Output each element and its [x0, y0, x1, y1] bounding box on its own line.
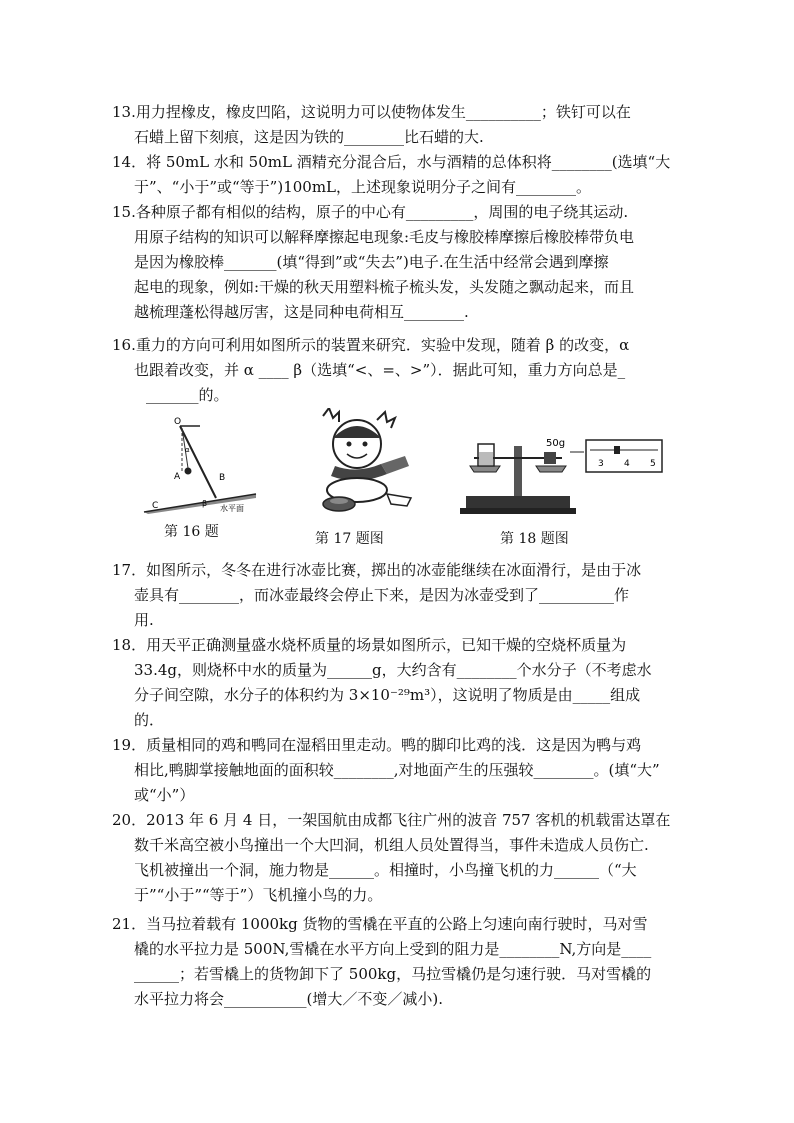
- question-line: 或“小”）: [134, 786, 195, 804]
- fig18-caption: 第 18 题图: [500, 531, 569, 547]
- question-line: 起电的现象，例如:干燥的秋天用塑料梳子梳头发，头发随之飘动起来，而且: [134, 278, 635, 296]
- fig16-caption: 第 16 题: [164, 524, 219, 540]
- question-line: 18．用天平正确测量盛水烧杯质量的场景如图所示，已知干燥的空烧杯质量为: [112, 636, 627, 654]
- fig16-label-ground: 水平面: [220, 504, 244, 513]
- question-line: 的．: [134, 711, 165, 729]
- fig17-curling-illustration: [295, 408, 425, 518]
- question-line: 20．2013 年 6 月 4 日，一架国航由成都飞往广州的波音 757 客机的机载雷达罩在: [112, 811, 671, 829]
- fig17-caption: 第 17 题图: [315, 531, 384, 547]
- fig16-plumb-apparatus: [140, 416, 260, 516]
- question-line: 13.用力捏橡皮，橡皮凹陷，这说明力可以使物体发生__________；铁钉可以在: [112, 103, 631, 121]
- question-13: [112, 100, 682, 150]
- question-19: [112, 733, 682, 808]
- question-line: 于”、“小于”或“等于”)100mL，上述现象说明分子之间有________。: [134, 178, 592, 196]
- fig18-scale-tick: 5: [650, 459, 656, 469]
- fig16-label-b: B: [219, 473, 226, 483]
- fig18-weight-label: 50g: [546, 438, 566, 449]
- question-15: [112, 200, 682, 325]
- fig16-label-alpha: α: [185, 446, 190, 454]
- question-line: 用原子结构的知识可以解释摩擦起电现象:毛皮与橡胶棒摩擦后橡胶棒带负电: [134, 228, 635, 246]
- question-line: 17．如图所示，冬冬在进行冰壶比赛，掷出的冰壶能继续在冰面滑行，是由于冰: [112, 561, 642, 579]
- fig16-label-beta: β: [202, 499, 208, 508]
- question-line: 19．质量相同的鸡和鸭同在湿稻田里走动。鸭的脚印比鸡的浅．这是因为鸭与鸡: [112, 736, 642, 754]
- question-line: 壶具有________，而冰壶最终会停止下来，是因为冰壶受到了__________作: [134, 586, 630, 604]
- fig18-balance-scale: [460, 422, 670, 522]
- figures-row: [140, 408, 680, 558]
- question-line: 用.: [134, 611, 154, 629]
- question-line: 水平拉力将会___________(增大／不变／减小).: [134, 990, 443, 1008]
- question-14: [112, 150, 682, 200]
- question-line: 33.4g，则烧杯中水的质量为______g，大约含有________个水分子（不考虑水: [134, 661, 652, 679]
- fig18-scale-tick: 4: [624, 459, 630, 469]
- question-line: 也跟着改变，并 α ____ β（选填“<、=、>”）．据此可知，重力方向总是_: [134, 361, 626, 379]
- fig18-scale-tick: 3: [598, 459, 604, 469]
- question-line: 越梳理蓬松得越厉害，这是同种电荷相互________.: [134, 303, 469, 321]
- question-line: 是因为橡胶棒_______(填“得到”或“失去”)电子.在生活中经常会遇到摩擦: [134, 253, 609, 271]
- fig16-label-a: A: [174, 472, 181, 482]
- question-line: 15.各种原子都有相似的结构，原子的中心有_________，周围的电子绕其运动.: [112, 203, 629, 221]
- question-line: 数千米高空被小鸟撞出一个大凹洞，机组人员处置得当，事件未造成人员伤亡.: [134, 836, 649, 854]
- question-line: 石蜡上留下刻痕，这是因为铁的________比石蜡的大.: [134, 128, 484, 146]
- question-17: [112, 558, 682, 633]
- question-line: ______；若雪橇上的货物卸下了 500kg，马拉雪橇仍是匀速行驶．马对雪橇的: [134, 965, 652, 983]
- question-line: 分子间空隙，水分子的体积约为 3×10⁻²⁹m³），这说明了物质是由_____组成: [134, 686, 641, 704]
- question-line: 橇的水平拉力是 500N,雪橇在水平方向上受到的阻力是________N,方向是____: [134, 940, 652, 958]
- question-line: _______的。: [146, 386, 229, 404]
- question-20: [112, 808, 682, 908]
- fig16-label-c: C: [152, 501, 159, 511]
- question-line: 飞机被撞出一个洞，施力物是______。相撞时，小鸟撞飞机的力______（“大: [134, 861, 637, 879]
- question-line: 14．将 50mL 水和 50mL 酒精充分混合后，水与酒精的总体积将________(选填“大: [112, 153, 671, 171]
- question-line: 21．当马拉着载有 1000kg 货物的雪橇在平直的公路上匀速向南行驶时，马对雪: [112, 915, 648, 933]
- question-18: [112, 633, 682, 733]
- question-line: 相比,鸭脚掌接触地面的面积较________,对地面产生的压强较________。(填“大”: [134, 761, 660, 779]
- question-21: [112, 912, 682, 1012]
- question-line: 于”“小于”“等于”）飞机撞小鸟的力。: [134, 886, 383, 904]
- question-line: 16.重力的方向可利用如图所示的装置来研究．实验中发现，随着 β 的改变，α: [112, 336, 630, 354]
- fig16-label-o: O: [174, 417, 182, 427]
- question-16: [112, 333, 682, 408]
